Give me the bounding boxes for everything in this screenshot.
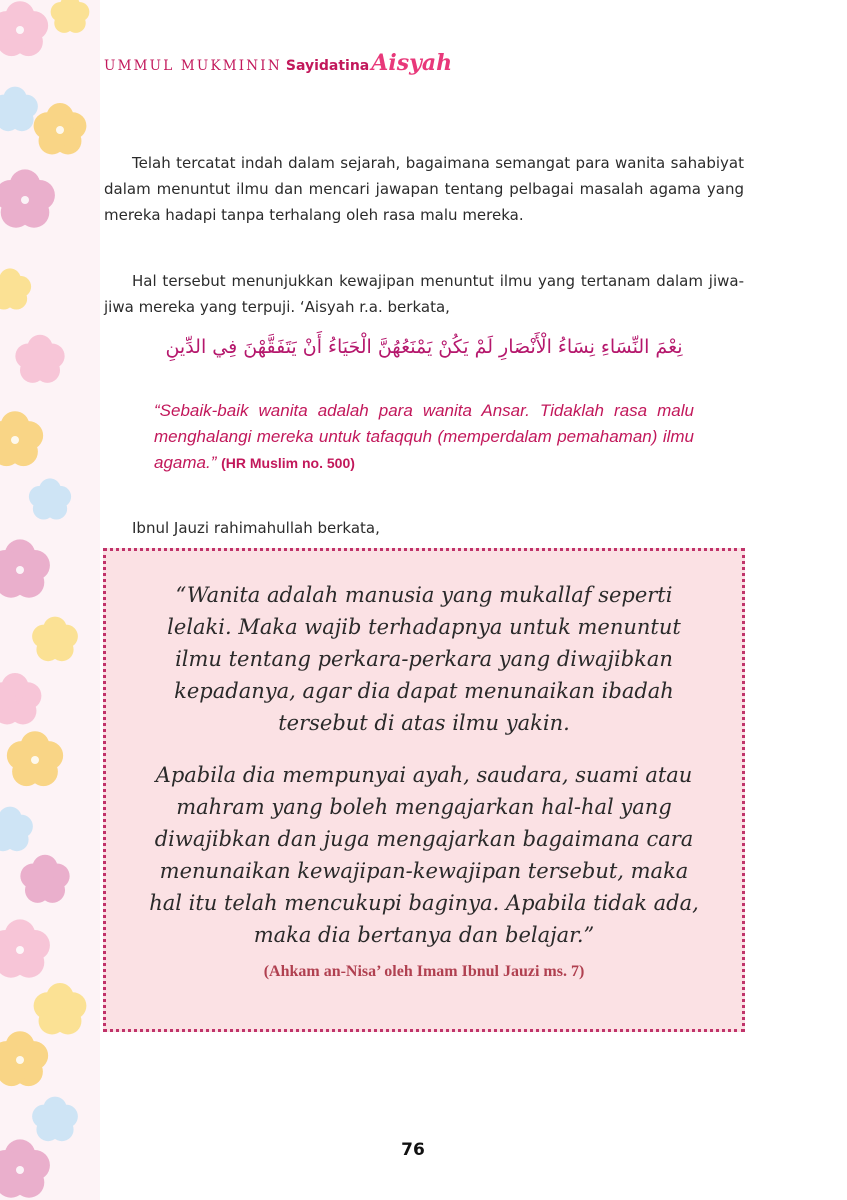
quote-box <box>103 548 745 1032</box>
header-caps-title: UMMUL MUKMININ <box>104 58 282 74</box>
body-paragraph-1: Telah tercatat indah dalam sejarah, bagaimana semangat para wanita sahabiyat dalam menuntut ilmu dan mencari jawapan tentang pelbagai masalah agama yang mereka hadapi tanpa terhalang oleh rasa malu mereka. <box>104 154 744 224</box>
quote-source: (Ahkam an-Nisa’ oleh Imam Ibnul Jauzi ms. 7) <box>263 963 585 980</box>
quote-paragraph-1: “Wanita adalah manusia yang mukallaf seperti lelaki. Maka wajib terhadapnya untuk menuntut ilmu tentang perkara-perkara yang diwajibkan kepadanya, agar dia dapat menunaikan ibadah tersebut di atas ilmu yakin. <box>167 583 681 735</box>
quote-intro: Ibnul Jauzi rahimahullah berkata, <box>132 519 380 537</box>
body-paragraph-2: Hal tersebut menunjukkan kewajipan menuntut ilmu yang tertanam dalam jiwa-jiwa mereka yang terpuji. ‘Aisyah r.a. berkata, <box>104 272 744 316</box>
header-script-title: Aisyah <box>371 50 453 76</box>
hadith-reference: (HR Muslim no. 500) <box>221 455 355 471</box>
hadith-text: “Sebaik-baik wanita adalah para wanita Ansar. Tidaklah rasa malu menghalangi mereka untuk tafaqquh (memperdalam pemahaman) ilmu agama.” <box>154 401 694 472</box>
quote-paragraph-2: Apabila dia mempunyai ayah, saudara, suami atau mahram yang boleh mengajarkan hal-hal yang diwajibkan dan juga mengajarkan bagaimana cara menunaikan kewajipan-kewajipan tersebut, maka hal itu telah mencukupi baginya. Apabila tidak ada, maka dia bertanya dan belajar.” <box>149 763 699 947</box>
hadith-translation <box>154 398 694 476</box>
running-header <box>104 50 452 80</box>
page-number: 76 <box>401 1140 425 1160</box>
flower-pattern <box>0 0 100 1200</box>
arabic-hadith-text: نِعْمَ النِّسَاءِ نِسَاءُ الْأَنْصَارِ لَمْ يَكُنْ يَمْنَعُهُنَّ الْحَيَاءُ أَنْ يَتَفَقَّهْنَ فِي الدِّينِ <box>165 336 683 358</box>
header-subtitle: Sayidatina <box>285 58 370 74</box>
floral-border-decoration <box>0 0 100 1200</box>
